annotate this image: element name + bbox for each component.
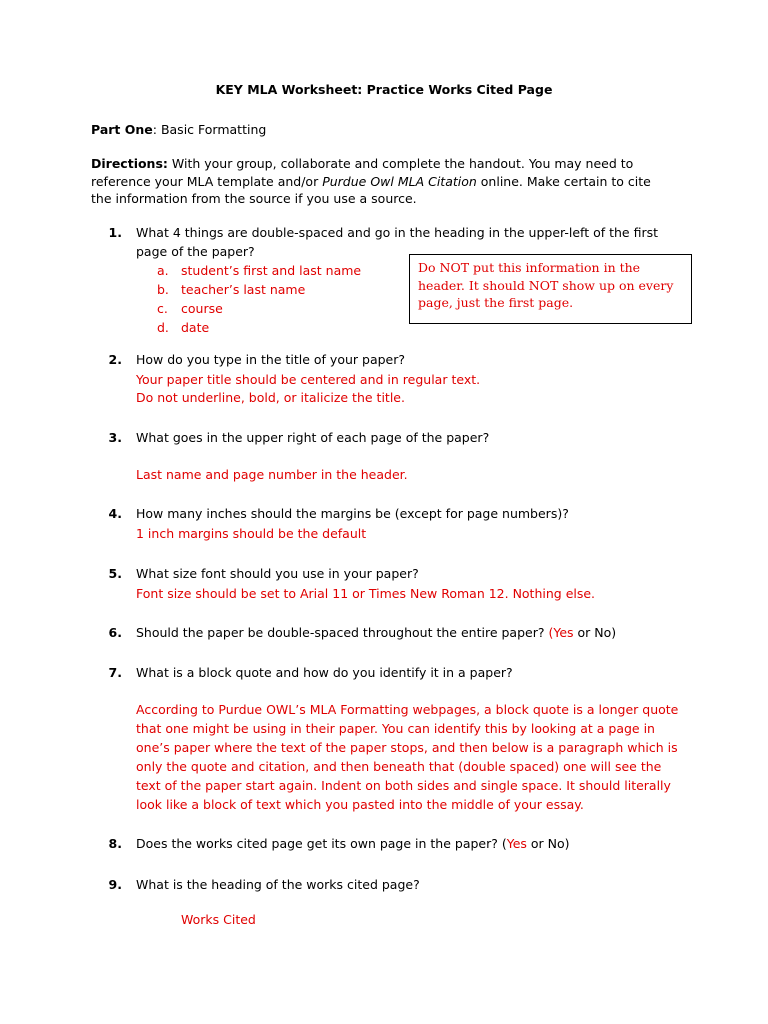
or-no: or No) (573, 625, 617, 640)
list-item-text: date (181, 320, 210, 335)
question-number: 8. (108, 836, 122, 851)
header-note-box: Do NOT put this information in the header. It should NOT show up on every page, just the first page. (409, 254, 692, 324)
question-number: 9. (108, 877, 122, 892)
directions-text-1: With your group, collaborate and complete the handout. You may need to (167, 156, 634, 171)
answer-7-line: According to Purdue OWL’s MLA Formatting webpages, a block quote is a longer quote (136, 702, 679, 717)
answer-2-line-1: Your paper title should be centered and in regular text. (136, 372, 481, 387)
part-label: Part One (91, 122, 153, 137)
list-item (157, 280, 305, 299)
list-item (157, 318, 209, 337)
question-number: 5. (108, 566, 122, 581)
list-letter: a. (157, 263, 169, 278)
answer-7-line: that one might be using in their paper. You can identify this by looking at a page in (136, 721, 655, 736)
worksheet-title: KEY MLA Worksheet: Practice Works Cited Page (215, 82, 553, 97)
question-5-text: What size font should you use in your paper? (136, 566, 419, 581)
answer-2-line-2: Do not underline, bold, or italicize the title. (136, 390, 405, 405)
question-9-text: What is the heading of the works cited page? (136, 877, 420, 892)
question-8-prompt: Does the works cited page get its own page in the paper? ( (136, 836, 507, 851)
directions-line-3: the information from the source if you use a source. (91, 191, 417, 206)
question-1-text-line-1: What 4 things are double-spaced and go in the heading in the upper-left of the first (136, 225, 659, 240)
question-1-text-line-2: page of the paper? (136, 244, 255, 259)
list-item (157, 261, 361, 280)
yes-answer: Yes (506, 836, 527, 851)
list-letter: d. (157, 320, 169, 335)
question-6-prompt: Should the paper be double-spaced throughout the entire paper? (136, 625, 549, 640)
question-4-text: How many inches should the margins be (except for page numbers)? (136, 506, 569, 521)
question-number: 4. (108, 506, 122, 521)
answer-4: 1 inch margins should be the default (136, 526, 367, 541)
or-no: or No) (526, 836, 570, 851)
answer-7-line: only the quote and citation, and then beneath that (double spaced) one will see the (136, 759, 662, 774)
question-number: 1. (108, 225, 122, 240)
answer-5: Font size should be set to Arial 11 or Times New Roman 12. Nothing else. (136, 586, 596, 601)
open-paren: ( (548, 625, 554, 640)
part-subtitle: : Basic Formatting (152, 122, 267, 137)
question-number: 2. (108, 352, 122, 367)
directions-label: Directions: (91, 156, 168, 171)
list-item-text: teacher’s last name (181, 282, 306, 297)
list-item-text: student’s first and last name (181, 263, 362, 278)
question-number: 6. (108, 625, 122, 640)
directions-text-2c: online. Make certain to cite (476, 174, 651, 189)
question-3-text: What goes in the upper right of each page of the paper? (136, 430, 490, 445)
part-heading (91, 120, 266, 139)
list-letter: b. (157, 282, 169, 297)
list-letter: c. (157, 301, 168, 316)
question-number: 7. (108, 665, 122, 680)
answer-7-line: one’s paper where the text of the paper stops, and then below is a paragraph which is (136, 740, 678, 755)
list-item-text: course (181, 301, 223, 316)
answer-9: Works Cited (181, 912, 256, 927)
question-number: 3. (108, 430, 122, 445)
directions-source-title: Purdue Owl MLA Citation (322, 174, 477, 189)
answer-7-line: text of the paper start again. Indent on both sides and single space. It should literally (136, 778, 671, 793)
list-item (157, 299, 223, 318)
question-2-text: How do you type in the title of your paper? (136, 352, 406, 367)
directions-line-1 (91, 154, 633, 173)
answer-3: Last name and page number in the header. (136, 467, 408, 482)
question-6-text (136, 623, 616, 642)
question-7-text: What is a block quote and how do you identify it in a paper? (136, 665, 513, 680)
answer-7-line: look like a block of text which you pasted into the middle of your essay. (136, 797, 584, 812)
yes-answer: Yes (553, 625, 574, 640)
question-8-text (136, 834, 570, 853)
directions-text-2a: reference your MLA template and/or (91, 174, 323, 189)
